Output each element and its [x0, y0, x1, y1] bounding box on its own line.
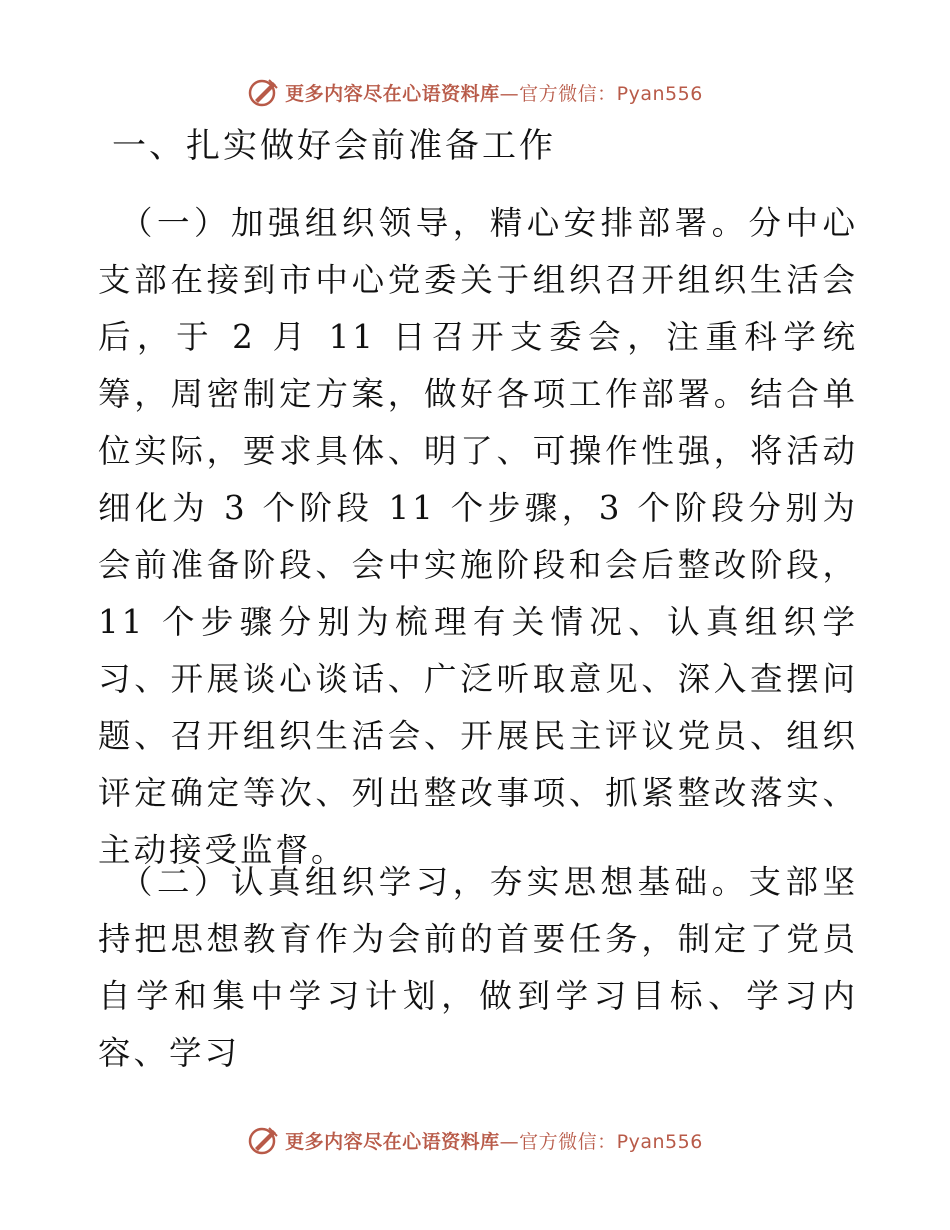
- watermark-wechat: —官方微信：Pyan556: [499, 1130, 703, 1153]
- watermark-brand: 更多内容尽在心语资料库: [285, 1130, 500, 1153]
- paragraph-2: （二）认真组织学习，夯实思想基础。支部坚持把思想教育作为会前的首要任务，制定了党员自学和集中学习计划，做到学习目标、学习内容、学习: [98, 863, 858, 1072]
- quill-logo-icon: [247, 1124, 281, 1156]
- section-heading: 一、扎实做好会前准备工作: [112, 126, 556, 166]
- watermark-footer: [0, 1124, 950, 1156]
- watermark-wechat: —官方微信：Pyan556: [499, 82, 703, 105]
- quill-logo-icon: [247, 76, 281, 108]
- watermark-header: [0, 76, 950, 108]
- paragraph-1: （一）加强组织领导，精心安排部署。分中心支部在接到市中心党委关于组织召开组织生活会后，于 2 月 11 日召开支委会，注重科学统筹，周密制定方案，做好各项工作部署。结合单位实际，要求具体、明了、可操作性强，将活动细化为 3 个阶段 11 个步骤，3 个阶段分别为会前准备阶段、会中实施阶段和会后整改阶段，11 个步骤分别为梳理有关情况、认真组织学习、开展谈心谈话、广泛听取意见、深入查摆问题、召开组织生活会、开展民主评议党员、组织评定确定等次、列出整改事项、抓紧整改落实、主动接受监督。: [98, 204, 858, 869]
- watermark-brand: 更多内容尽在心语资料库: [285, 82, 500, 105]
